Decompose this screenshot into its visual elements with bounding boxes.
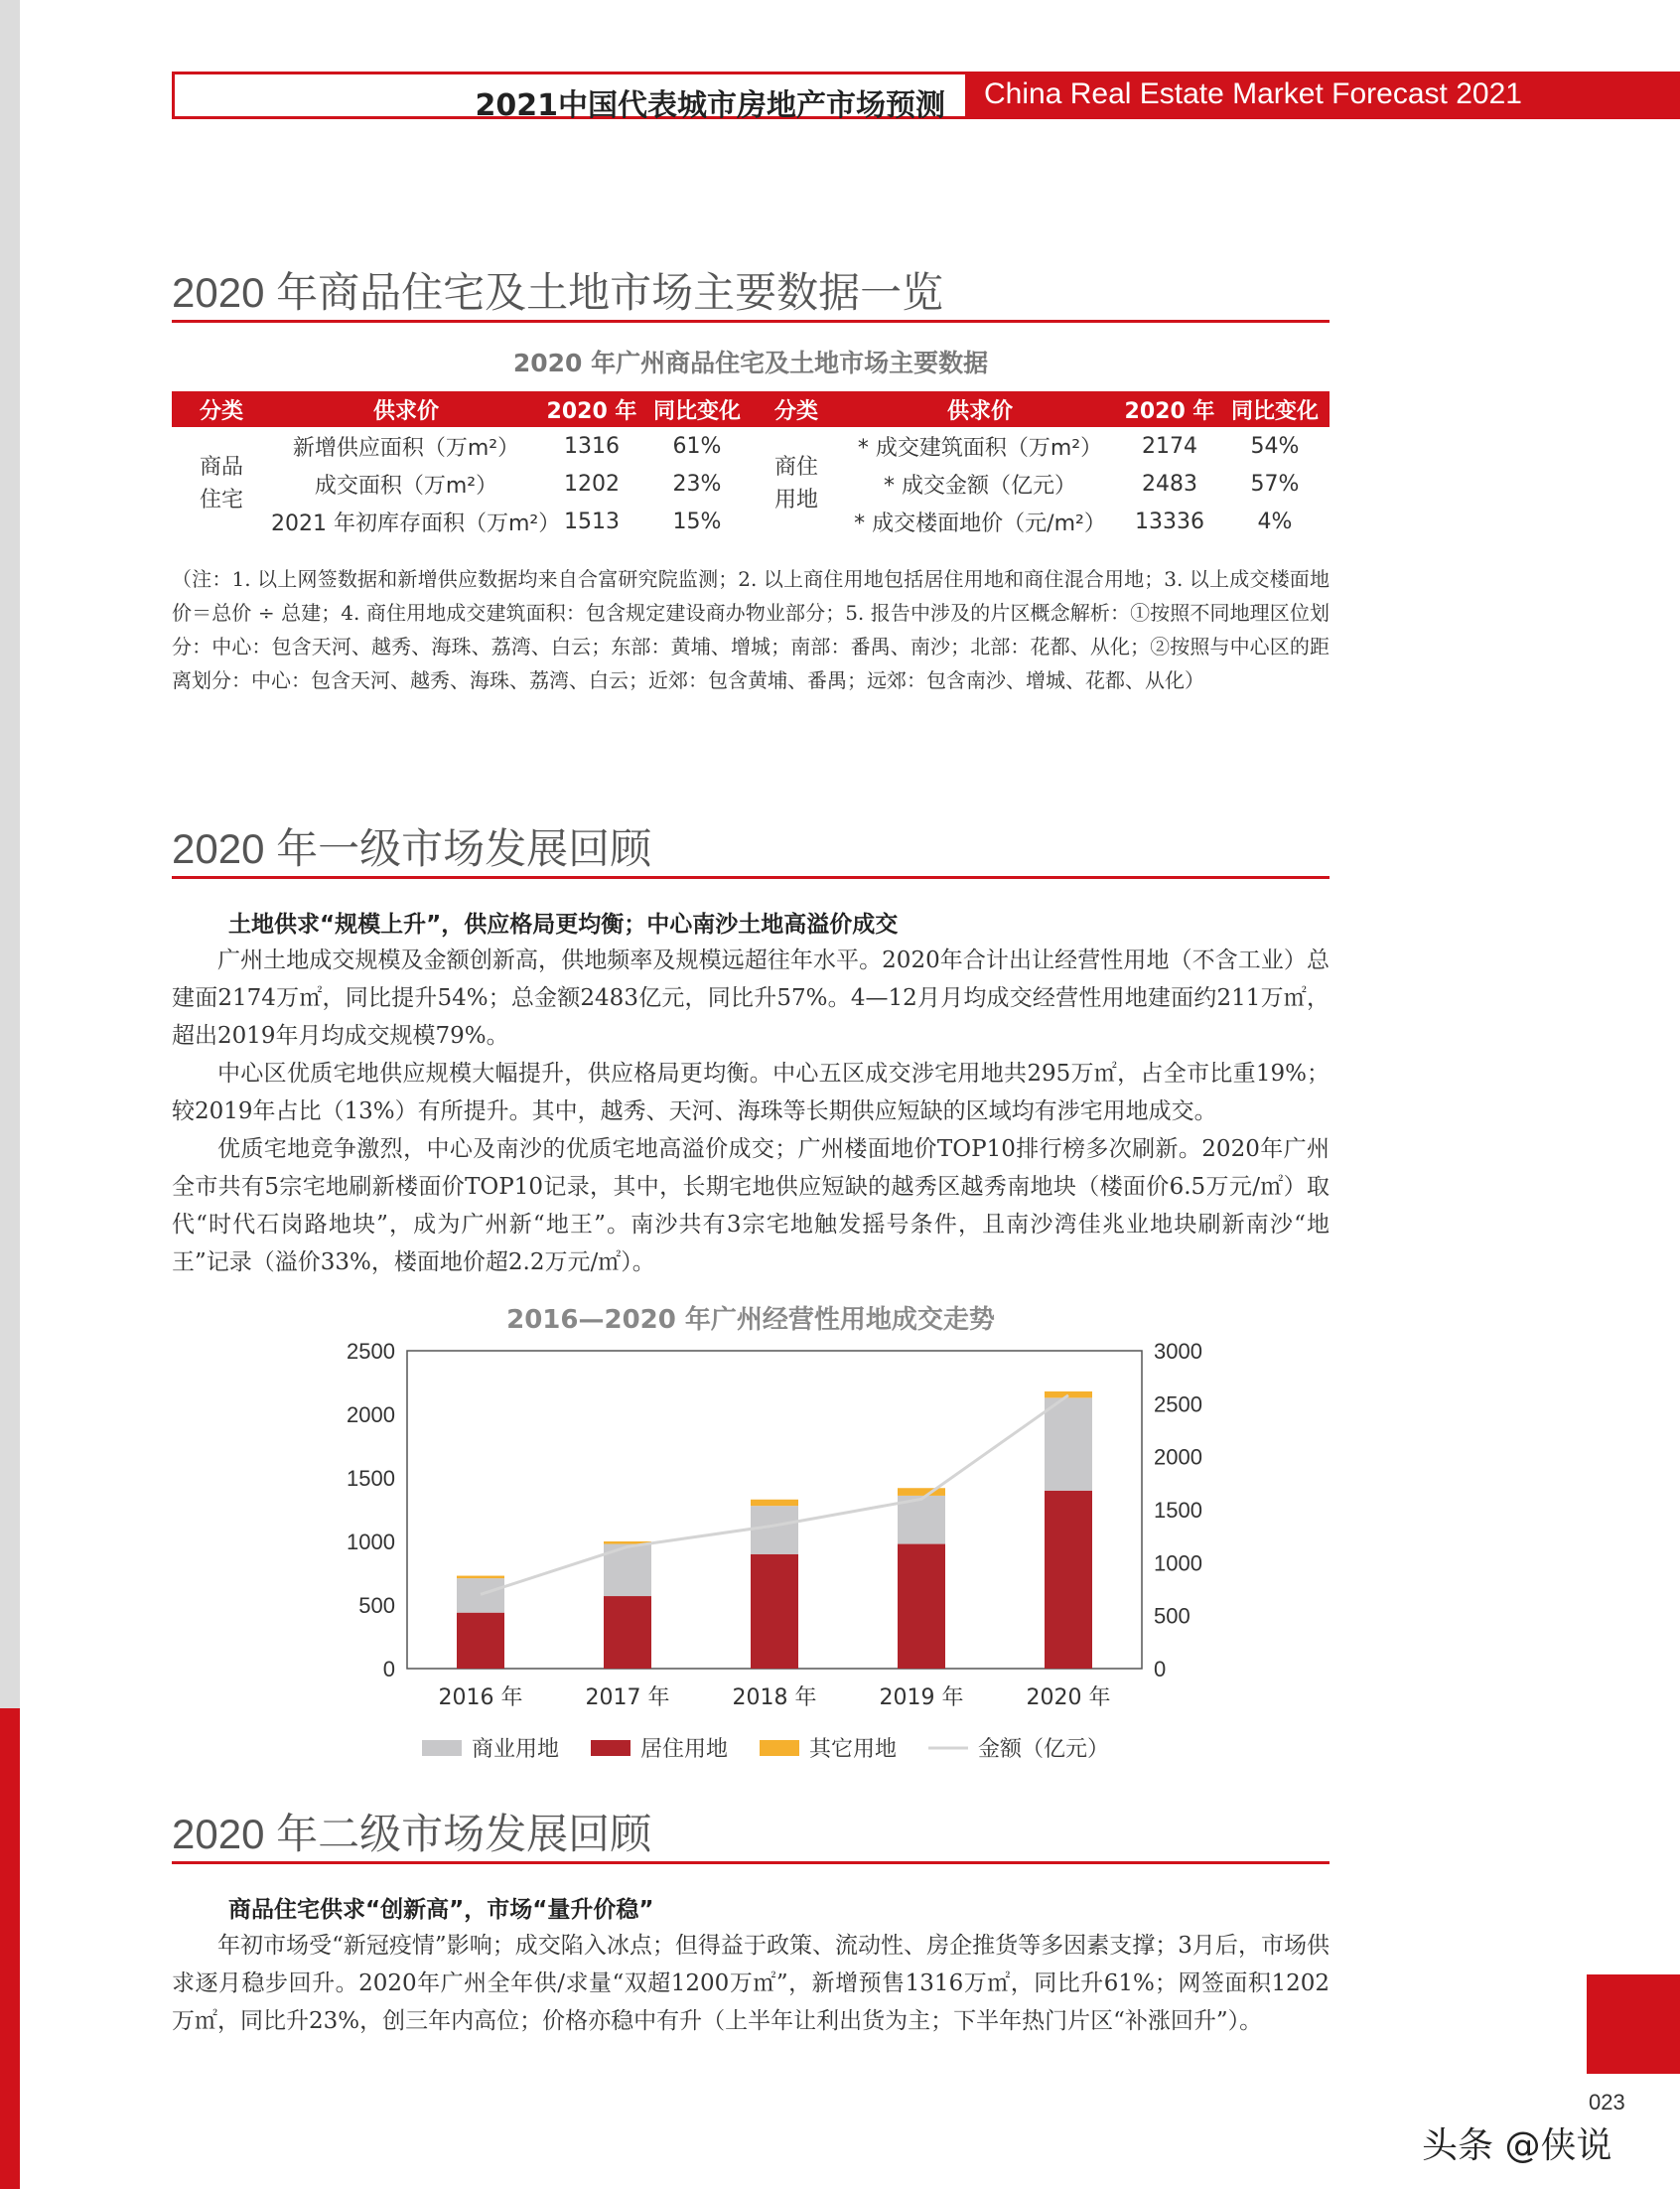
bar-segment [751,1506,798,1554]
right-axis-tick-label: 500 [1154,1603,1190,1629]
table-header-cell: 同比变化 [642,391,752,427]
table-header-cell: 同比变化 [1220,391,1330,427]
body-text-secondary [172,1927,1330,2040]
table-header-cell: 供求价 [271,391,541,427]
table-cell: 23% [672,471,722,497]
paragraph: 优质宅地竞争激烈，中心及南沙的优质宅地高溢价成交；广州楼面地价TOP10排行榜多次刷新。2020年广州全市共有5宗宅地刷新楼面价TOP10记录，其中，长期宅地供应短缺的越秀区越秀南地块（楼面价6.5万元/㎡）取代“时代石岗路地块”，成为广州新“地王”。南沙共有3宗宅地触发摇号条件，且南沙湾佳兆业地块刷新南沙“地王”记录（溢价33%，楼面地价超2.2万元/㎡）。 [172,1136,1330,1275]
x-axis-tick-label: 2017 年 [585,1685,670,1710]
left-axis-tick-label: 500 [358,1593,395,1618]
legend-label: 居住用地 [640,1737,729,1762]
paragraph: 广州土地成交规模及金额创新高，供地频率及规模远超往年水平。2020年合计出让经营性用地（不含工业）总建面2174万㎡，同比提升54%；总金额2483亿元，同比升57%。4—12月月均成交经营性用地建面约211万㎡，超出2019年月均成交规模79%。 [172,948,1330,1049]
left-margin-accent [0,1708,20,2189]
header-en-box [968,72,1680,119]
right-axis-tick-label: 2000 [1154,1444,1202,1470]
bar-segment [898,1544,945,1669]
x-axis-tick-label: 2018 年 [732,1685,817,1710]
section-divider [172,320,1330,323]
table-cell: 1202 [564,471,620,497]
left-axis-tick-label: 2000 [347,1402,395,1427]
table-cell: 1513 [564,509,620,534]
paragraph: 年初市场受“新冠疫情”影响；成交陷入冰点；但得益于政策、流动性、房企推货等多因素支撑；3月后，市场供求逐月稳步回升。2020年广州全年供/求量“双超1200万㎡”，新增预售1316万㎡，同比升61%；网签面积1202万㎡，同比升23%，创三年内高位；价格亦稳中有升（上半年让利出货为主；下半年热门片区“补涨回升”）。 [172,1933,1330,2034]
table-cell: 2483 [1142,471,1197,497]
right-axis-tick-label: 3000 [1154,1339,1202,1364]
table-cell: 新增供应面积（万m²） [292,435,520,461]
bar-segment [751,1554,798,1669]
table-cell: 4% [1257,509,1293,534]
left-axis-tick-label: 1000 [347,1530,395,1554]
header-cn-box [172,72,968,123]
table-category-cell [752,427,841,540]
bar-segment [457,1578,504,1613]
land-transaction-chart [288,1331,1241,1788]
legend-swatch [591,1740,630,1756]
section-divider [172,876,1330,879]
bar-segment [751,1500,798,1506]
section-title-secondary-market: 2020 年二级市场发展回顾 [172,1811,652,1857]
left-margin-bar [0,0,20,1708]
page-corner-accent [1587,1974,1680,2074]
page-number: 023 [1589,2090,1625,2115]
table-title: 2020 年广州商品住宅及土地市场主要数据 [512,349,989,377]
table-category-cell [172,427,271,540]
chart-title: 2016—2020 年广州经营性用地成交走势 [506,1305,995,1335]
table-header-cell: 供求价 [841,391,1119,427]
right-axis-tick-label: 1500 [1154,1498,1202,1523]
section-title-data-overview: 2020 年商品住宅及土地市场主要数据一览 [172,269,944,316]
header-title-cn: 2021中国代表城市房地产市场预测 [475,88,945,123]
table-row [172,465,1330,503]
table-cell: * 成交楼面地价（元/m²） [854,511,1106,536]
table-header-cell: 2020 年 [1119,391,1220,427]
table-header-cell: 2020 年 [541,391,642,427]
table-cell: 57% [1250,471,1300,497]
right-axis-tick-label: 1000 [1154,1550,1202,1576]
section-divider [172,1861,1330,1864]
legend-label: 其它用地 [809,1737,898,1762]
table-cell: * 成交建筑面积（万m²） [857,435,1103,461]
table-cell: 2174 [1142,433,1197,459]
table-cell: 15% [672,509,722,534]
right-axis-tick-label: 2500 [1154,1391,1202,1417]
table-header-cell: 分类 [172,391,271,427]
legend-label: 商业用地 [472,1737,560,1762]
data-table [172,391,1330,540]
right-axis-tick-label: 0 [1154,1657,1167,1681]
table-cell: 54% [1250,433,1300,459]
category-land: 商住用地 [773,455,818,512]
subheading-housing-supply: 商品住宅供求“创新高”，市场“量升价稳” [228,1897,654,1923]
table-row [172,427,1330,465]
page-header [172,72,1680,121]
section-title-primary-market: 2020 年一级市场发展回顾 [172,825,652,872]
table-note: （注：1. 以上网签数据和新增供应数据均来自合富研究院监测；2. 以上商住用地包括居住用地和商住混合用地；3. 以上成交楼面地价＝总价 ÷ 总建；4. 商住用地成交建筑面积：包含规定建设商办物业部分；5. 报告中涉及的片区概念解析：①按照不同地理区位划分：中心：包含天河、越秀、海珠、荔湾、白云；东部：黄埔、增城；南部：番禺、南沙；北部：花都、从化；②按照与中心区的距离划分：中心：包含天河、越秀、海珠、荔湾、白云；近郊：包含黄埔、番禺；远郊：包含南沙、增城、花都、从化） [172,567,1330,692]
legend-label: 金额（亿元） [978,1737,1110,1762]
x-axis-tick-label: 2016 年 [438,1685,523,1710]
bar-segment [898,1488,945,1496]
bar-segment [457,1576,504,1579]
table-cell: 成交面积（万m²） [314,473,498,499]
left-axis-tick-label: 0 [382,1657,395,1681]
x-axis-tick-label: 2020 年 [1026,1685,1111,1710]
table-cell: 2021 年初库存面积（万m²） [271,511,561,536]
table-row [172,503,1330,540]
body-text-primary [172,942,1330,1281]
legend-swatch [422,1740,462,1756]
table-cell: 61% [672,433,722,459]
x-axis-tick-label: 2019 年 [879,1685,964,1710]
legend-swatch [760,1740,799,1756]
bar-segment [1045,1397,1092,1490]
watermark: 头条 @侠说 [1422,2125,1612,2166]
header-title-en: China Real Estate Market Forecast 2021 [984,77,1522,110]
bar-segment [1045,1491,1092,1669]
table-header-row [172,391,1330,427]
paragraph: 中心区优质宅地供应规模大幅提升，供应格局更均衡。中心五区成交涉宅用地共295万㎡，占全市比重19%；较2019年占比（13%）有所提升。其中，越秀、天河、海珠等长期供应短缺的区域均有涉宅用地成交。 [172,1061,1330,1124]
bar-segment [604,1596,651,1669]
table-cell: 1316 [564,433,620,459]
left-axis-tick-label: 1500 [347,1466,395,1491]
table-header-cell: 分类 [752,391,841,427]
category-residential: 商品住宅 [199,455,243,512]
bar-segment [457,1613,504,1669]
subheading-land-supply: 土地供求“规模上升”，供应格局更均衡；中心南沙土地高溢价成交 [228,912,899,938]
table-cell: 13336 [1135,509,1204,534]
table-cell: * 成交金额（亿元） [884,473,1076,499]
left-axis-tick-label: 2500 [347,1339,395,1364]
